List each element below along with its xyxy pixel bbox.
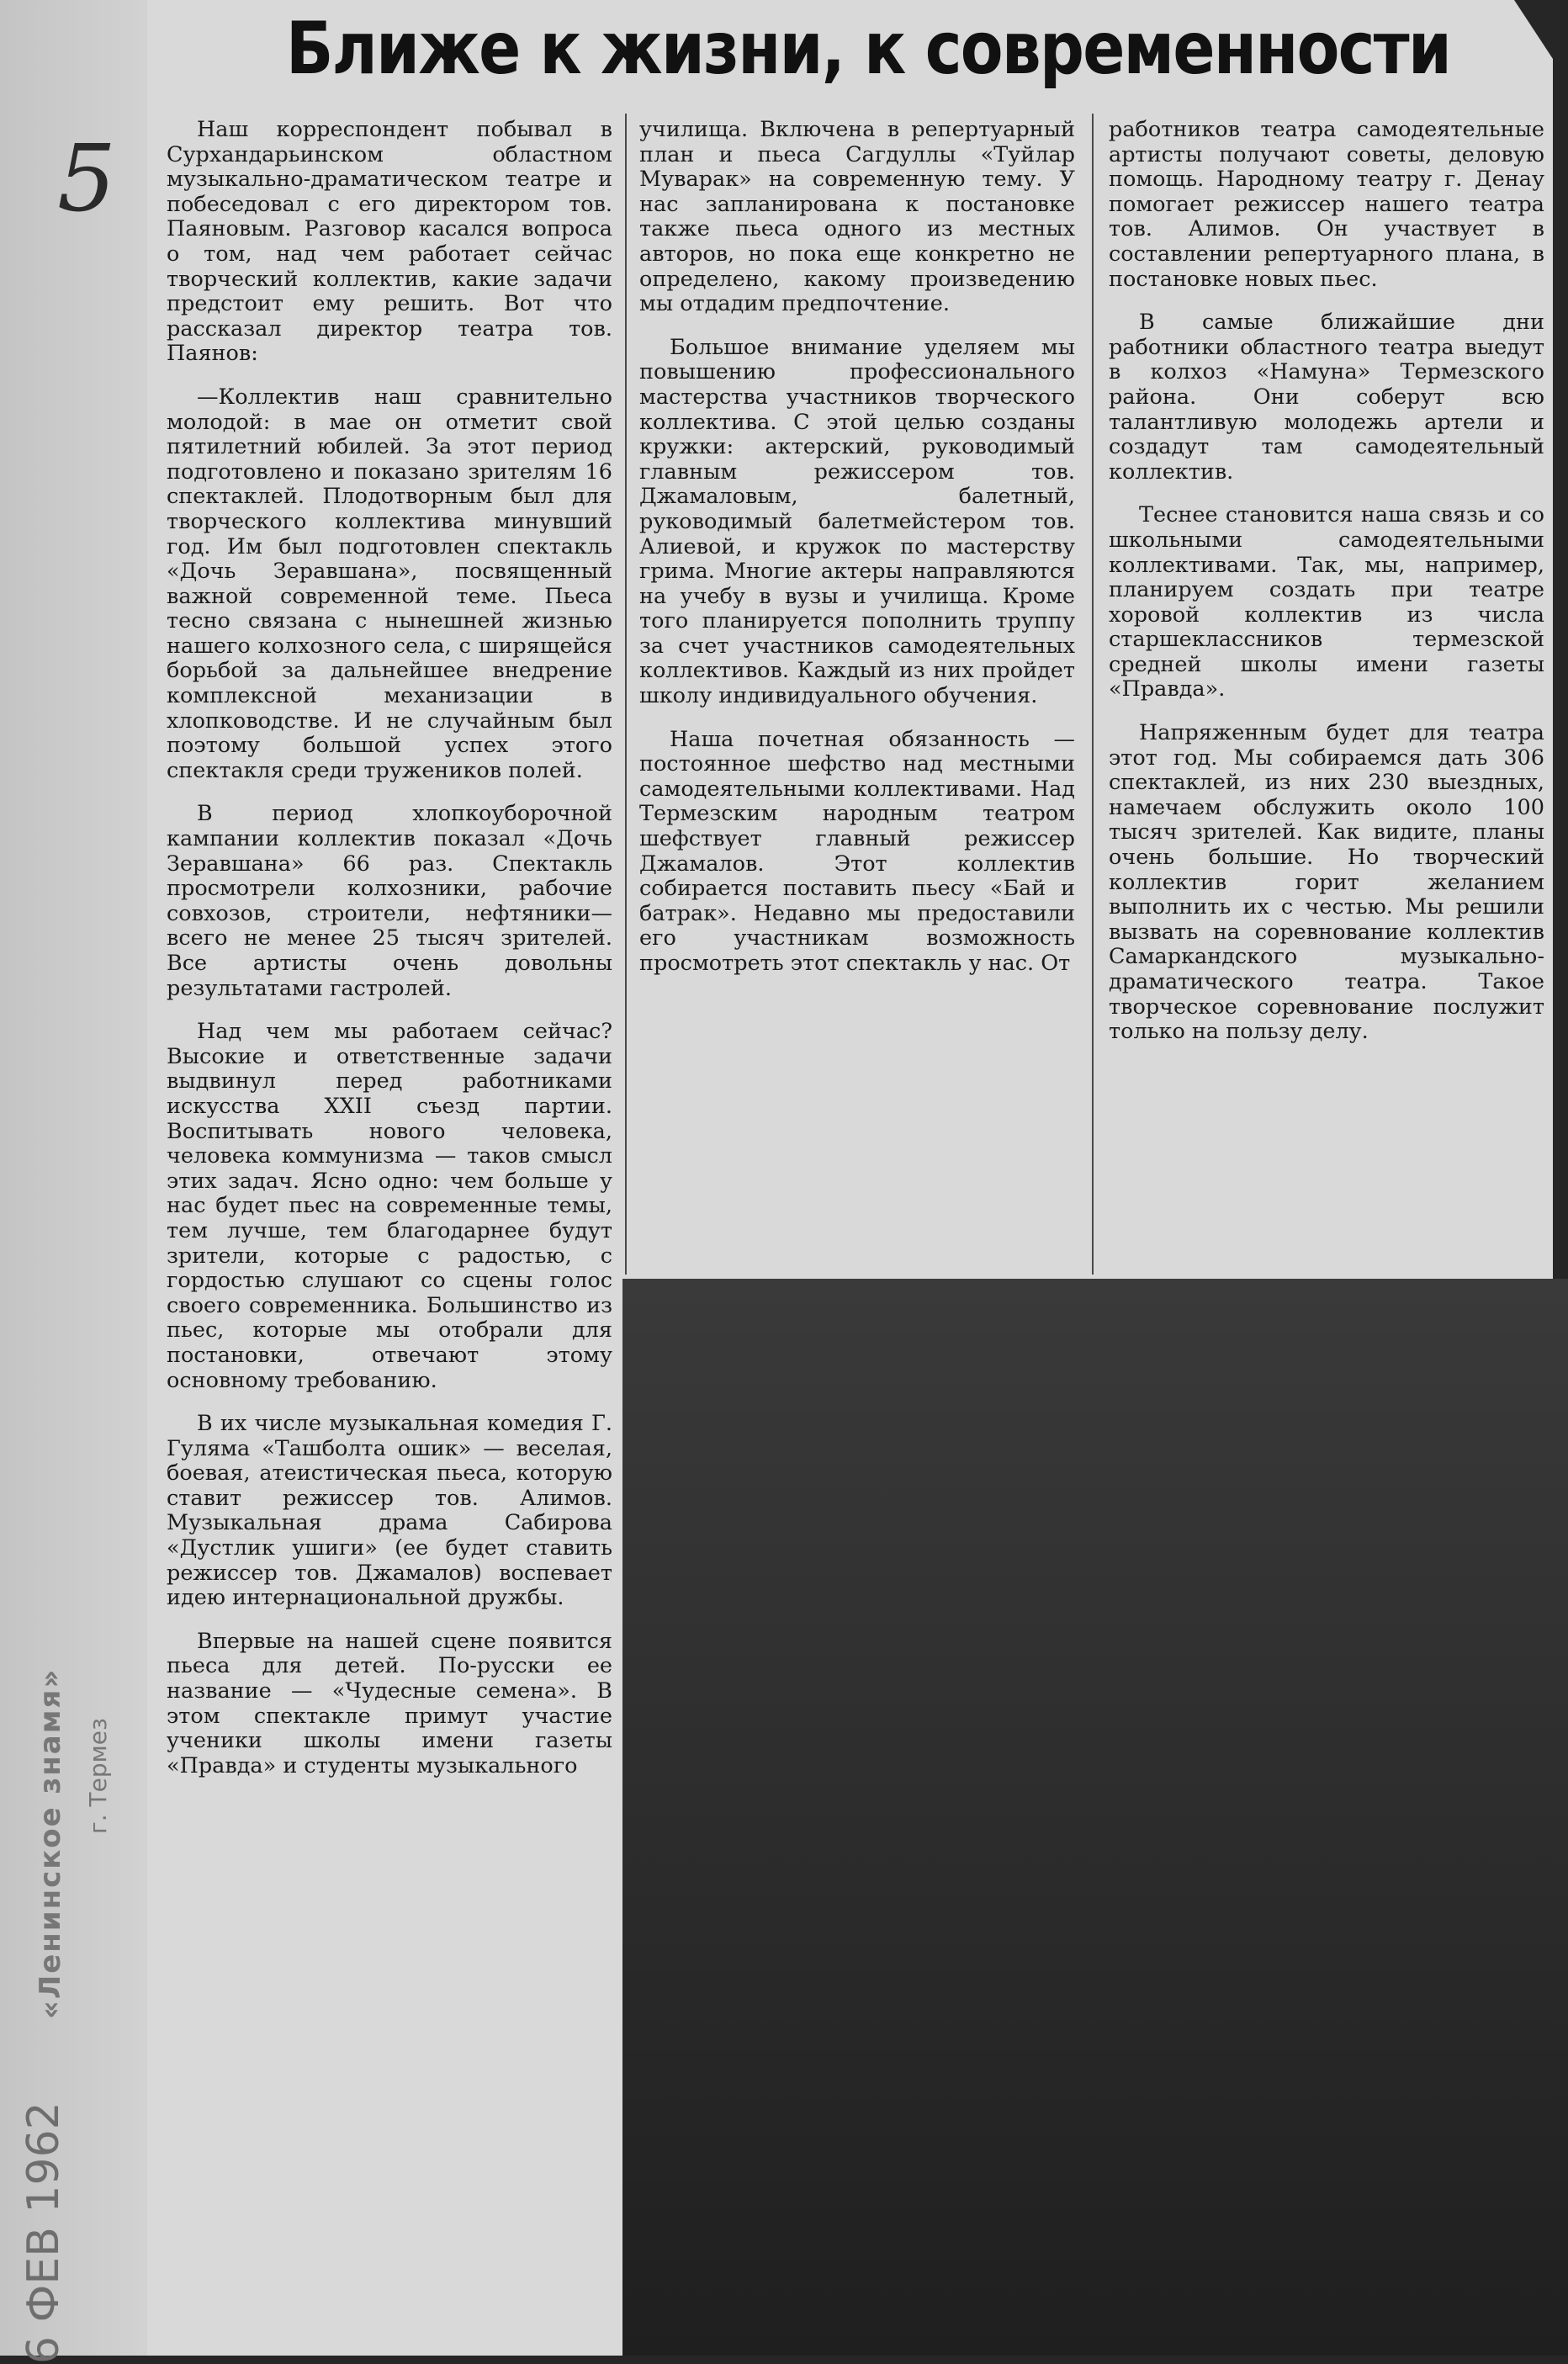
source-title: «Ленинское знамя»: [34, 1667, 67, 2019]
headline: Ближе к жизни, к современности: [286, 7, 1451, 91]
date-stamp: 6 ФЕВ 1962: [19, 2102, 69, 2364]
paragraph: Наш корреспондент побывал в Сурхандарьинском областном музыкально-драматическом театре и побеседовал с его директором тов. Паяновым. Разговор касался вопроса о том, над чем работает сейчас творческий коллектив, какие задачи предстоит ему решить. Вот что рассказал директор театра тов. Паянов:: [167, 117, 612, 367]
source-city: г. Термез: [84, 1718, 112, 1834]
paragraph: Большое внимание уделяем мы повышению профессионального мастерства участников творческого коллектива. С этой целью созданы кружки: актерский, руководимый главным режиссером тов. Джамаловым, балетный, руководимый балетмейстером тов. Алиевой, и кружок по мастерству грима. Многие актеры направляются на учебу в вузы и училища. Кроме того планируется пополнить труппу за счет участников самодеятельных коллективов. Каждый из них пройдет школу индивидуального обучения.: [639, 334, 1075, 709]
paragraph: Над чем мы работаем сейчас? Высокие и ответственные задачи выдвинул перед работниками искусства XXII съезд партии. Воспитывать нового человека, человека коммунизма — таков смысл этих задач. Ясно одно: чем больше у нас будет пьес на современные темы, тем лучше, тем благодарнее будут зрители, которые с радостью, с гордостью слушают со сцены голос своего современника. Большинство из пьес, которые мы отобрали для постановки, отвечают этому основному требованию.: [167, 1019, 612, 1393]
column-rule: [625, 114, 627, 1275]
handwritten-number-glyph: 5: [57, 125, 116, 232]
paragraph: училища. Включена в репертуарный план и пьеса Сагдуллы «Туйлар Муварак» на современную тему. У нас запланирована к постановке также пьеса одного из местных авторов, но пока еще конкретно не определено, какому произведению мы отдадим предпочтение.: [639, 117, 1075, 317]
backing-background: [622, 1279, 1568, 2356]
article-column-2: [639, 118, 1075, 995]
paragraph: Напряженным будет для театра этот год. Мы собираемся дать 306 спектаклей, из них 230 выездных, намечаем обслужить около 100 тысяч зрителей. Как видите, планы очень большие. Но творческий коллектив горит желанием выполнить их с честью. Мы решили вызвать на соревнование коллектив Самаркандского музыкально-драматического театра. Такое творческое соревнование послужит только на пользу делу.: [1109, 720, 1544, 1045]
paragraph: В их числе музыкальная комедия Г. Гуляма «Ташболта ошик» — веселая, боевая, атеистическая пьеса, которую ставит режиссер тов. Алимов. Музыкальная драма Сабирова «Дустлик ушиги» (ее будет ставить режиссер тов. Джамалов) воспевает идею интернациональной дружбы.: [167, 1411, 612, 1611]
article-column-3: [1109, 118, 1544, 1063]
paragraph: —Коллектив наш сравнительно молодой: в мае он отметит свой пятилетний юбилей. За этот период подготовлено и показано зрителям 16 спектаклей. Плодотворным был для творческого коллектива минувший год. Им был подготовлен спектакль «Дочь Зеравшана», посвященный важной современной теме. Пьеса тесно связана с нынешней жизнью нашего колхозного села, с ширящейся борьбой за дальнейшее внедрение комплексной механизации в хлопководстве. И не случайным был поэтому большой успех этого спектакля среди тружеников полей.: [167, 384, 612, 783]
paragraph: Впервые на нашей сцене появится пьеса для детей. По-русски ее название — «Чудесные семена». В этом спектакле примут участие ученики школы имени газеты «Правда» и студенты музыкального: [167, 1628, 612, 1778]
paragraph: В период хлопкоуборочной кампании коллектив показал «Дочь Зеравшана» 66 раз. Спектакль просмотрели колхозники, рабочие совхозов, строители, нефтяники—всего не менее 25 тысяч зрителей. Все артисты очень довольны результатами гастролей.: [167, 801, 612, 1001]
article-column-1: [167, 118, 612, 1797]
paragraph: работников театра самодеятельные артисты получают советы, деловую помощь. Народному театру г. Денау помогает режиссер нашего театра тов. Алимов. Он участвует в составлении репертуарного плана, в постановке новых пьес.: [1109, 117, 1544, 292]
paragraph: Наша почетная обязанность — постоянное шефство над местными самодеятельными коллективами. Над Термезским народным театром шефствует главный режиссер Джамалов. Этот коллектив собирается поставить пьесу «Бай и батрак». Недавно мы предоставили его участникам возможность просмотреть этот спектакль у нас. От: [639, 726, 1075, 976]
clipping-margin: [0, 0, 147, 2356]
paragraph: Теснее становится наша связь и со школьными самодеятельными коллективами. Так, мы, например, планируем создать при театре хоровой коллектив из числа старшеклассников термезской средней школы имени газеты «Правда».: [1109, 502, 1544, 702]
paragraph: В самые ближайшие дни работники областного театра выедут в колхоз «Намуна» Термезского района. Они соберут всю талантливую молодежь артели и создадут там самодеятельный коллектив.: [1109, 310, 1544, 485]
handwritten-number: [50, 125, 116, 232]
column-rule: [1092, 114, 1094, 1275]
